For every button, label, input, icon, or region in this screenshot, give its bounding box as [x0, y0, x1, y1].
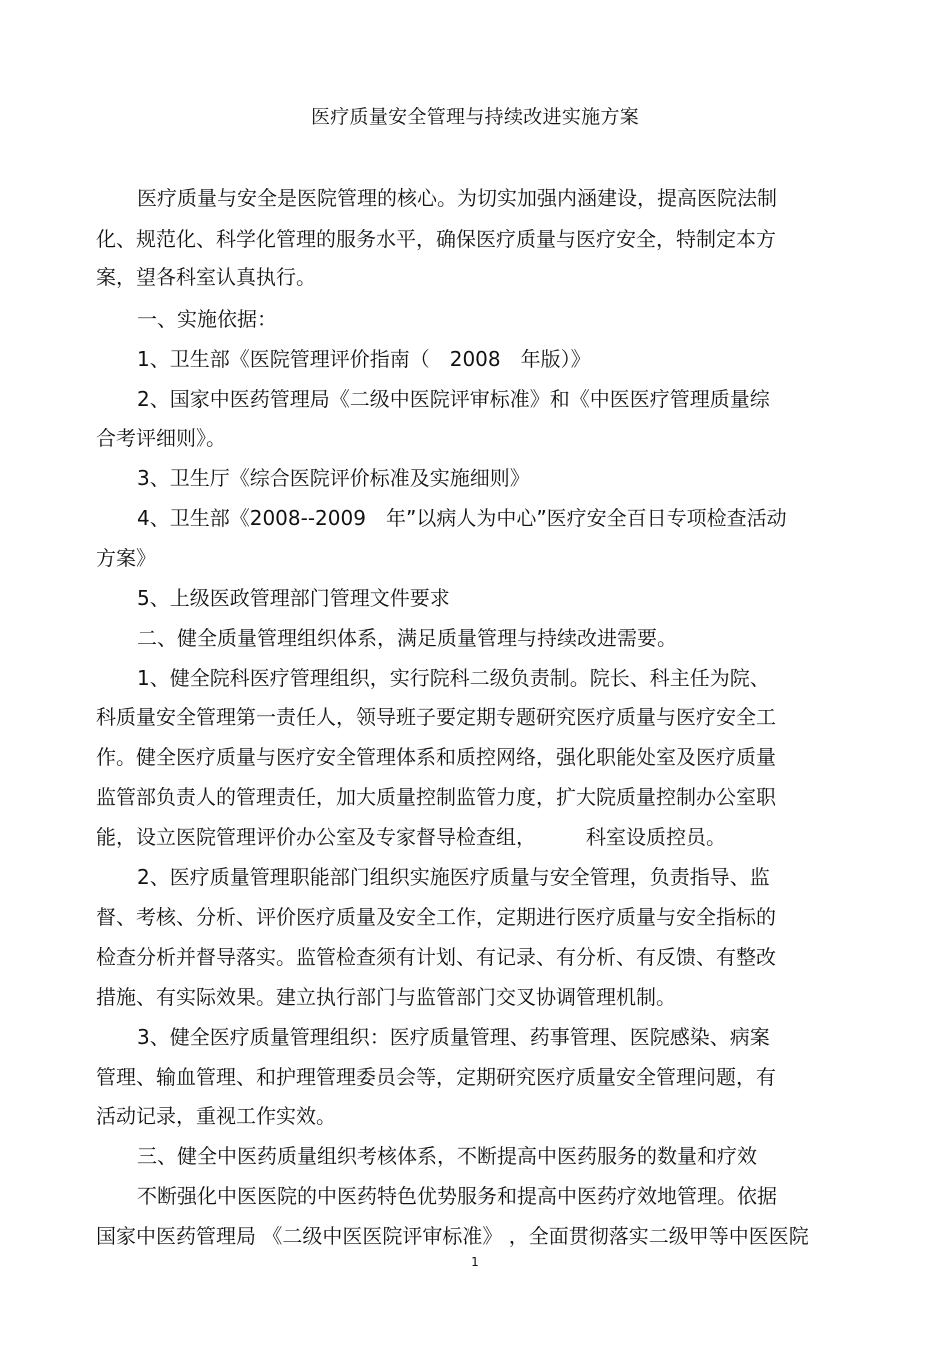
list-item: 1、卫生部《医院管理评价指南（ 2008 年版）》 [137, 347, 591, 371]
list-item: 3、健全医疗质量管理组织：医疗质量管理、药事管理、医院感染、病案 [137, 1025, 770, 1049]
body-line: 案，望各科室认真执行。 [96, 265, 316, 289]
body-line: 科质量安全管理第一责任人，领导班子要定期专题研究医疗质量与医疗安全工 [96, 705, 776, 729]
page-number: 1 [471, 1255, 479, 1269]
list-item: 2、国家中医药管理局《二级中医院评审标准》和《中医医疗管理质量综 [137, 387, 770, 411]
list-item: 5、上级医政管理部门管理文件要求 [137, 586, 450, 610]
section-heading: 三、健全中医药质量组织考核体系，不断提高中医药服务的数量和疗效 [137, 1144, 757, 1168]
body-line: 不断强化中医医院的中医药特色优势服务和提高中医药疗效地管理。依据 [137, 1184, 777, 1208]
document-title: 医疗质量安全管理与持续改进实施方案 [310, 106, 640, 128]
body-line: 方案》 [96, 546, 156, 570]
body-line: 活动记录，重视工作实效。 [96, 1104, 336, 1128]
body-line: 合考评细则》。 [96, 426, 226, 450]
body-line: 医疗质量与安全是医院管理的核心。为切实加强内涵建设，提高医院法制 [137, 186, 777, 210]
body-line: 管理、输血管理、和护理管理委员会等，定期研究医疗质量安全管理问题，有 [96, 1065, 776, 1089]
body-line: 能，设立医院管理评价办公室及专家督导检查组， 科室设质控员。 [96, 825, 726, 849]
body-line: 国家中医药管理局 《二级中医医院评审标准》 ，全面贯彻落实二级甲等中医医院 [96, 1224, 809, 1248]
section-heading: 二、健全质量管理组织体系，满足质量管理与持续改进需要。 [137, 626, 677, 650]
body-line: 检查分析并督导落实。监管检查须有计划、有记录、有分析、有反馈、有整改 [96, 945, 776, 969]
body-line: 措施、有实际效果。建立执行部门与监管部门交叉协调管理机制。 [96, 985, 676, 1009]
body-line: 作。健全医疗质量与医疗安全管理体系和质控网络，强化职能处室及医疗质量 [96, 745, 776, 769]
body-line: 督、考核、分析、评价医疗质量及安全工作，定期进行医疗质量与安全指标的 [96, 905, 776, 929]
list-item: 4、卫生部《2008--2009 年”以病人为中心”医疗安全百日专项检查活动 [137, 506, 787, 530]
body-line: 化、规范化、科学化管理的服务水平，确保医疗质量与医疗安全，特制定本方 [96, 227, 776, 251]
list-item: 2、医疗质量管理职能部门组织实施医疗质量与安全管理，负责指导、监 [137, 865, 770, 889]
body-line: 监管部负责人的管理责任，加大质量控制监管力度，扩大院质量控制办公室职 [96, 785, 776, 809]
section-heading: 一、实施依据： [137, 307, 277, 331]
list-item: 1、健全院科医疗管理组织，实行院科二级负责制。院长、科主任为院、 [137, 666, 770, 690]
list-item: 3、卫生厅《综合医院评价标准及实施细则》 [137, 466, 530, 490]
